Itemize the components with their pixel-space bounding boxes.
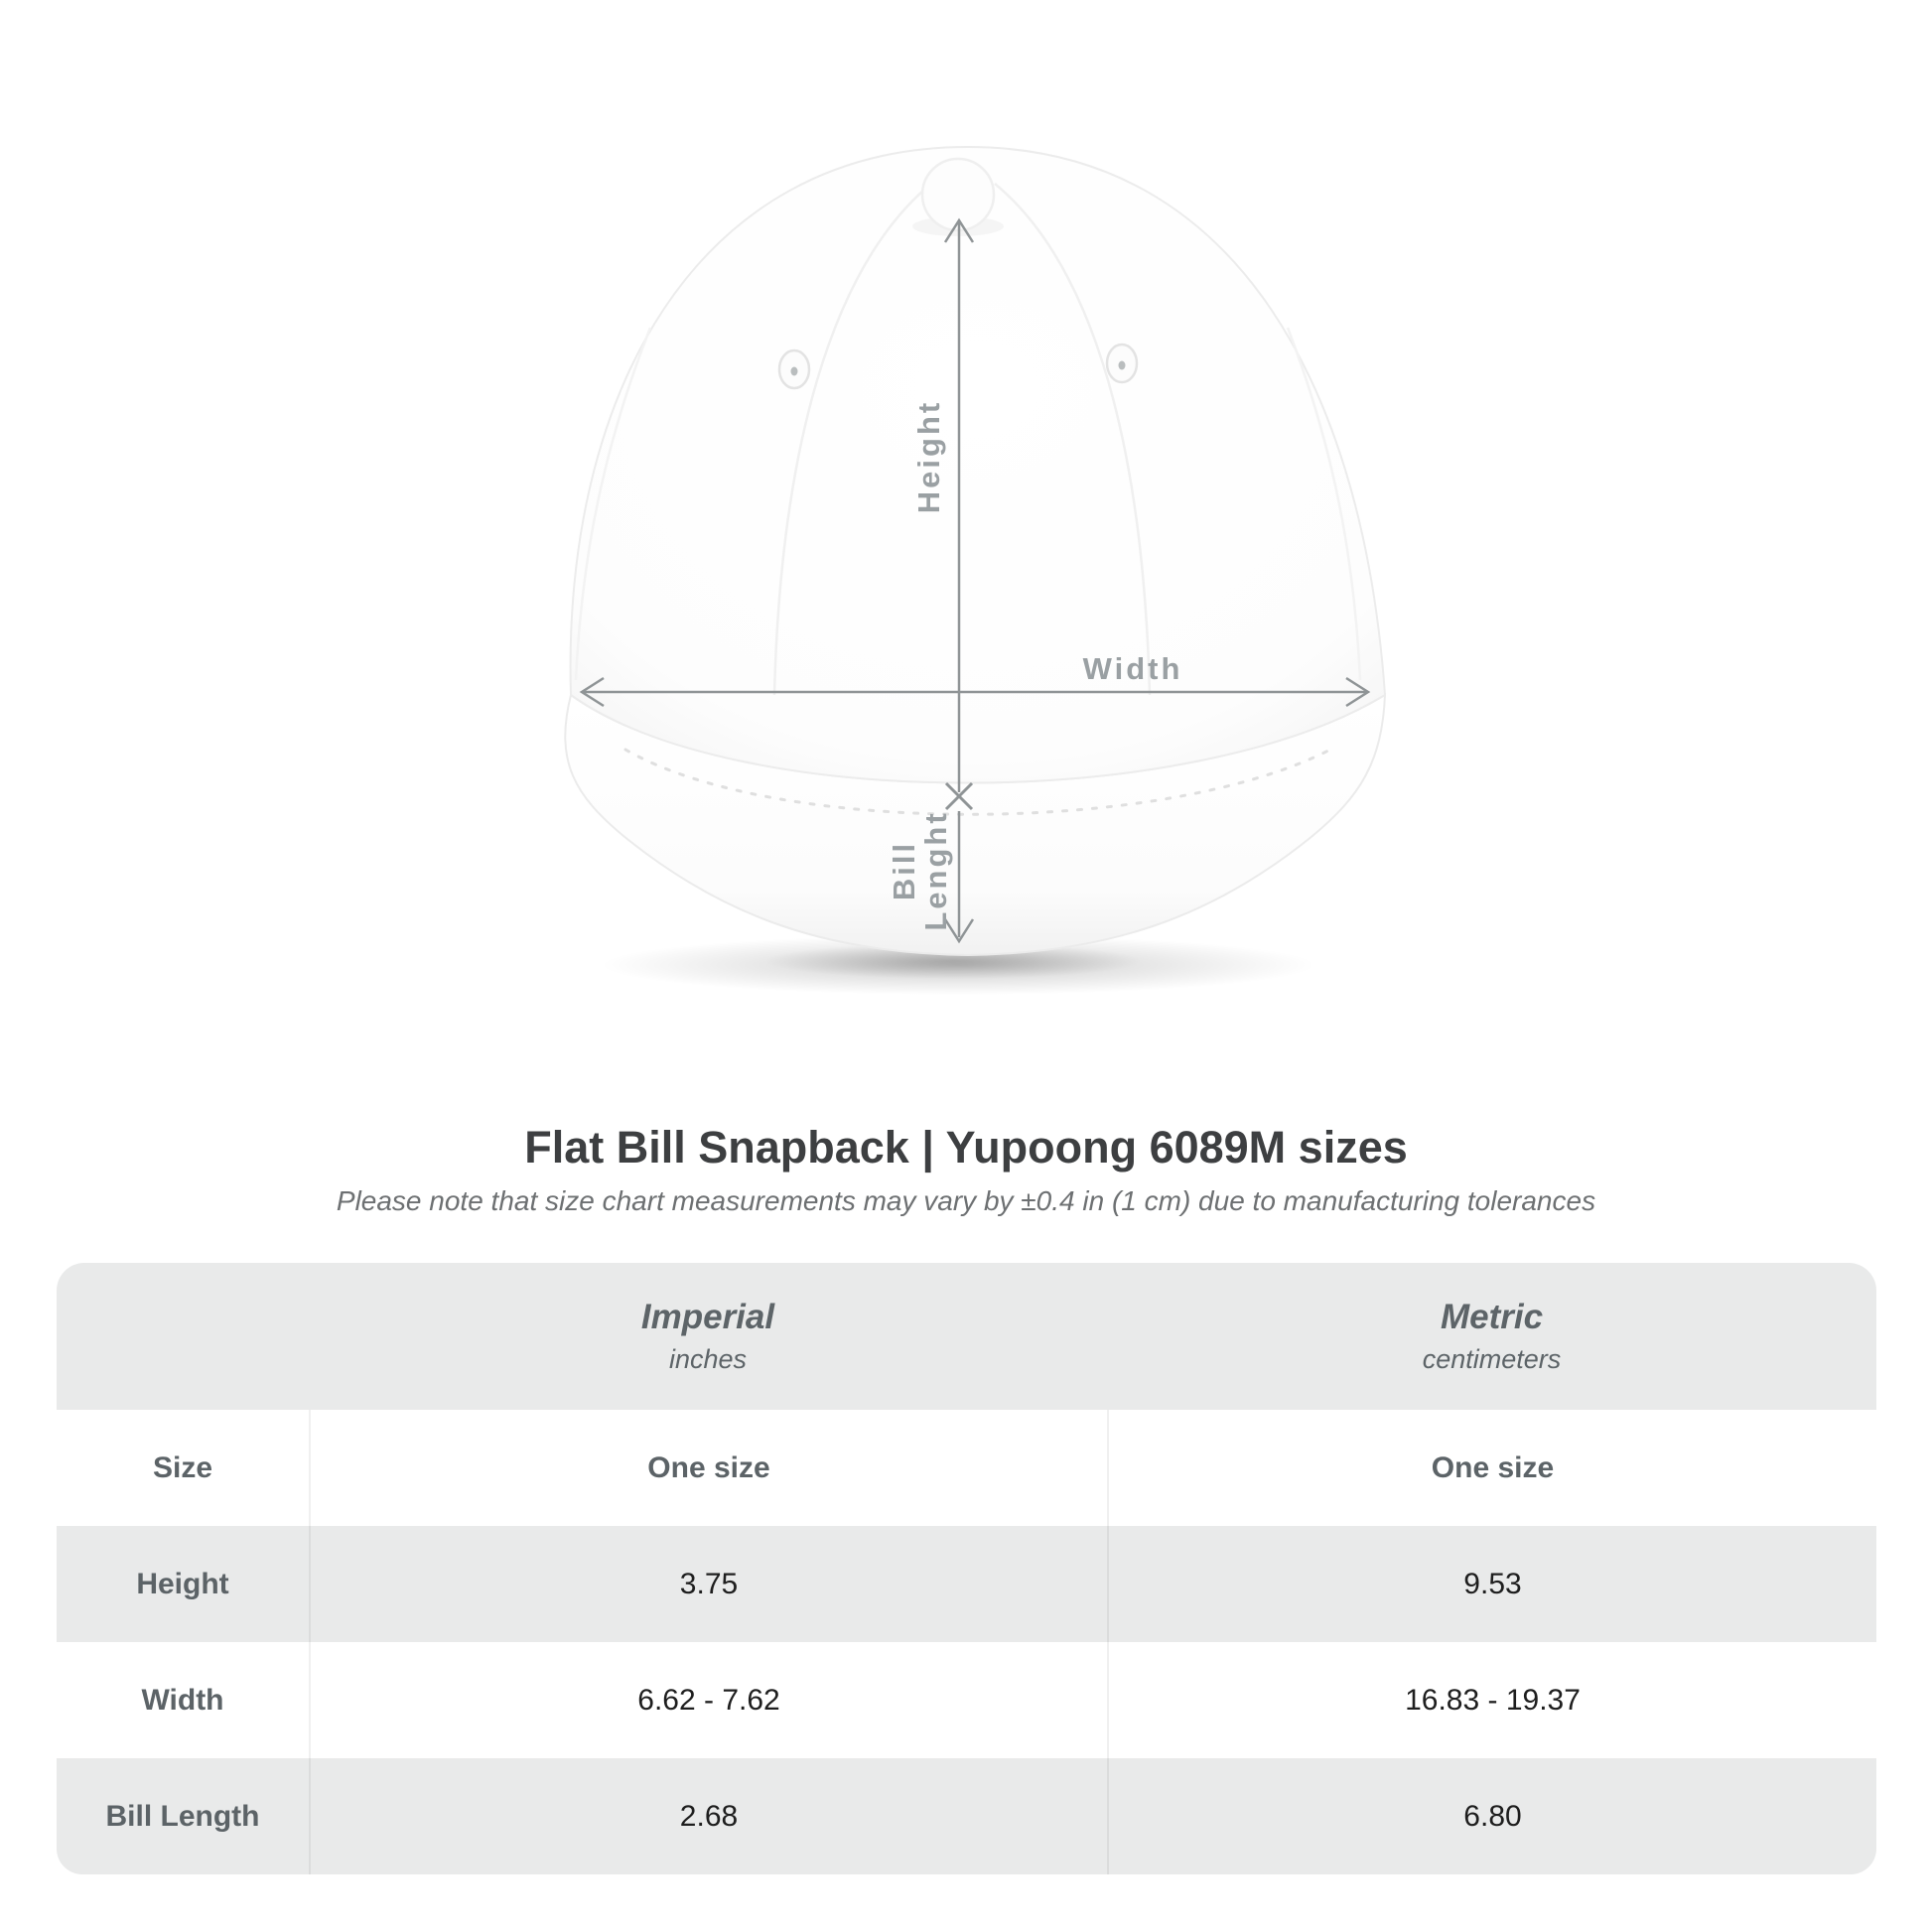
bill-length-label-line2: Lenght	[918, 810, 953, 931]
imperial-title: Imperial	[640, 1298, 775, 1336]
metric-value: 16.83 - 19.37	[1107, 1642, 1876, 1758]
table-row-size	[57, 1410, 1876, 1526]
table-header	[57, 1263, 1876, 1410]
height-label: Height	[911, 399, 946, 514]
metric-subtitle: centimeters	[1422, 1344, 1562, 1374]
bill-length-label-line1: Bill	[887, 840, 921, 901]
metric-value: 6.80	[1107, 1758, 1876, 1874]
page-title: Flat Bill Snapback | Yupoong 6089M sizes	[524, 1122, 1408, 1173]
size-table	[57, 1263, 1876, 1874]
imperial-value: 2.68	[309, 1758, 1107, 1874]
row-label: Size	[152, 1450, 213, 1484]
title-block	[0, 1122, 1932, 1217]
metric-value: 9.53	[1107, 1526, 1876, 1642]
imperial-value: One size	[309, 1410, 1107, 1526]
hat-crown	[571, 147, 1385, 783]
table-row-bill-length	[57, 1758, 1876, 1874]
imperial-value: 3.75	[309, 1526, 1107, 1642]
page-subtitle: Please note that size chart measurements may vary by ±0.4 in (1 cm) due to manufacturing tolerances	[336, 1185, 1596, 1216]
width-label: Width	[1082, 651, 1183, 686]
metric-value: One size	[1107, 1410, 1876, 1526]
table-row-height	[57, 1526, 1876, 1642]
hat-illustration	[565, 147, 1385, 955]
row-label: Height	[136, 1567, 229, 1600]
table-row-width	[57, 1642, 1876, 1758]
imperial-value: 6.62 - 7.62	[309, 1642, 1107, 1758]
row-label: Width	[141, 1683, 224, 1717]
row-label: Bill Length	[105, 1799, 260, 1833]
metric-title: Metric	[1440, 1298, 1544, 1336]
imperial-header	[309, 1298, 1107, 1375]
metric-header	[1107, 1298, 1876, 1375]
imperial-subtitle: inches	[668, 1344, 748, 1374]
